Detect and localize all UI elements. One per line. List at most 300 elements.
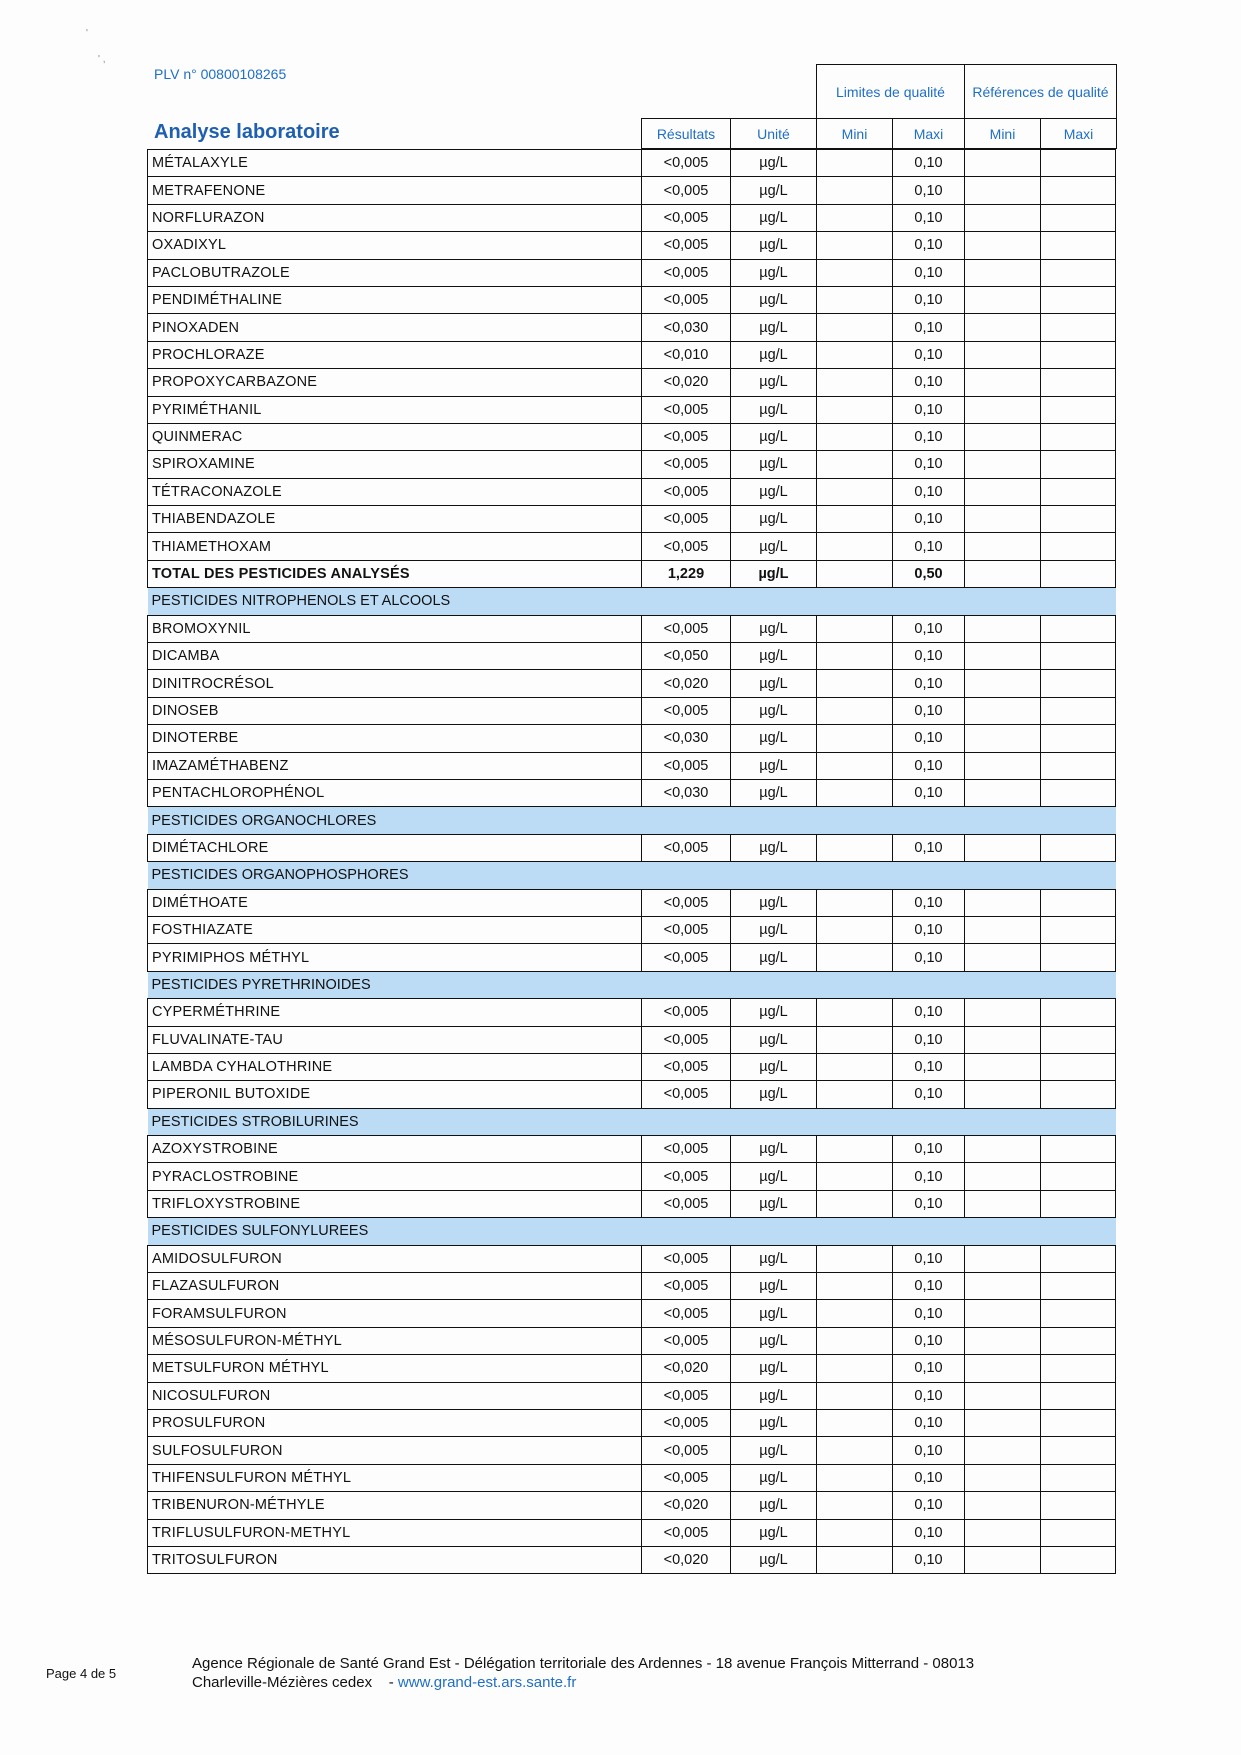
unit-value: µg/L	[731, 560, 817, 587]
limit-mini	[817, 478, 893, 505]
category-label: PESTICIDES NITROPHENOLS ET ALCOOLS	[148, 588, 1116, 615]
limit-maxi: 0,10	[893, 697, 965, 724]
table-row	[148, 369, 1116, 396]
result-value: <0,020	[642, 1546, 731, 1573]
result-value: <0,005	[642, 1464, 731, 1491]
result-value: <0,005	[642, 451, 731, 478]
reference-maxi	[1041, 752, 1116, 779]
reference-mini	[965, 560, 1041, 587]
limit-mini	[817, 1546, 893, 1573]
limit-maxi: 0,10	[893, 1382, 965, 1409]
reference-maxi	[1041, 259, 1116, 286]
limit-mini	[817, 1492, 893, 1519]
reference-mini	[965, 1163, 1041, 1190]
reference-maxi	[1041, 1519, 1116, 1546]
unit-value: µg/L	[731, 1300, 817, 1327]
reference-maxi	[1041, 478, 1116, 505]
parameter-name: QUINMERAC	[148, 423, 642, 450]
footer-line2	[192, 1673, 974, 1692]
reference-mini	[965, 697, 1041, 724]
table-row	[148, 1355, 1116, 1382]
reference-maxi	[1041, 204, 1116, 231]
limit-maxi: 0,10	[893, 1190, 965, 1217]
limit-maxi: 0,50	[893, 560, 965, 587]
limit-maxi: 0,10	[893, 1053, 965, 1080]
limit-mini	[817, 643, 893, 670]
footer-address	[192, 1654, 974, 1692]
table-row	[148, 506, 1116, 533]
unit-value: µg/L	[731, 369, 817, 396]
limit-maxi: 0,10	[893, 369, 965, 396]
limit-maxi: 0,10	[893, 1245, 965, 1272]
limit-mini	[817, 944, 893, 971]
reference-maxi	[1041, 1273, 1116, 1300]
parameter-name: FLAZASULFURON	[148, 1273, 642, 1300]
parameter-name: SULFOSULFURON	[148, 1437, 642, 1464]
table-row	[148, 889, 1116, 916]
unit-value: µg/L	[731, 1437, 817, 1464]
table-row	[148, 1437, 1116, 1464]
limit-maxi: 0,10	[893, 341, 965, 368]
result-value: <0,005	[642, 150, 731, 177]
reference-maxi	[1041, 314, 1116, 341]
limit-mini	[817, 177, 893, 204]
table-row	[148, 451, 1116, 478]
limit-maxi: 0,10	[893, 286, 965, 313]
result-value: <0,005	[642, 1163, 731, 1190]
parameter-name: DINITROCRÉSOL	[148, 670, 642, 697]
footer-city: Charleville-Mézières cedex -	[192, 1674, 398, 1691]
result-value: <0,005	[642, 286, 731, 313]
result-value: <0,005	[642, 1136, 731, 1163]
reference-maxi	[1041, 177, 1116, 204]
parameter-name: DINOSEB	[148, 697, 642, 724]
parameter-name: PENDIMÉTHALINE	[148, 286, 642, 313]
plv-number: PLV n° 00800108265	[154, 66, 287, 82]
table-row	[148, 834, 1116, 861]
parameter-name: DINOTERBE	[148, 725, 642, 752]
references-mini-header: Mini	[965, 119, 1041, 149]
unit-value: µg/L	[731, 451, 817, 478]
reference-maxi	[1041, 944, 1116, 971]
reference-maxi	[1041, 560, 1116, 587]
website-link[interactable]: www.grand-est.ars.sante.fr	[397, 1674, 577, 1691]
parameter-name: FOSTHIAZATE	[148, 916, 642, 943]
scan-mark: '	[86, 28, 88, 39]
table-row	[148, 944, 1116, 971]
limit-mini	[817, 1382, 893, 1409]
limit-maxi: 0,10	[893, 314, 965, 341]
limit-mini	[817, 1136, 893, 1163]
result-value: <0,005	[642, 1026, 731, 1053]
limit-maxi: 0,10	[893, 1409, 965, 1436]
limit-maxi: 0,10	[893, 834, 965, 861]
unit-value: µg/L	[731, 533, 817, 560]
limit-maxi: 0,10	[893, 643, 965, 670]
section-title: Analyse laboratoire	[154, 121, 340, 143]
result-value: <0,005	[642, 506, 731, 533]
result-value: 1,229	[642, 560, 731, 587]
limit-mini	[817, 1163, 893, 1190]
limit-maxi: 0,10	[893, 204, 965, 231]
limit-mini	[817, 1437, 893, 1464]
parameter-name: PACLOBUTRAZOLE	[148, 259, 642, 286]
reference-mini	[965, 1300, 1041, 1327]
limites-mini-header: Mini	[817, 119, 893, 149]
table-row	[148, 286, 1116, 313]
reference-maxi	[1041, 341, 1116, 368]
reference-maxi	[1041, 396, 1116, 423]
result-value: <0,030	[642, 725, 731, 752]
parameter-name: PYRIMÉTHANIL	[148, 396, 642, 423]
reference-mini	[965, 451, 1041, 478]
result-value: <0,005	[642, 232, 731, 259]
limit-maxi: 0,10	[893, 423, 965, 450]
reference-maxi	[1041, 506, 1116, 533]
reference-mini	[965, 1355, 1041, 1382]
reference-maxi	[1041, 1081, 1116, 1108]
limit-maxi: 0,10	[893, 533, 965, 560]
reference-maxi	[1041, 1053, 1116, 1080]
reference-maxi	[1041, 1163, 1116, 1190]
unit-value: µg/L	[731, 286, 817, 313]
table-row	[148, 259, 1116, 286]
unit-value: µg/L	[731, 150, 817, 177]
category-row	[148, 807, 1116, 834]
limit-mini	[817, 369, 893, 396]
result-value: <0,020	[642, 670, 731, 697]
unit-value: µg/L	[731, 1081, 817, 1108]
result-value: <0,005	[642, 423, 731, 450]
limit-maxi: 0,10	[893, 1355, 965, 1382]
unit-value: µg/L	[731, 1409, 817, 1436]
limit-mini	[817, 451, 893, 478]
table-row	[148, 232, 1116, 259]
parameter-name: PENTACHLOROPHÉNOL	[148, 779, 642, 806]
parameter-name: BROMOXYNIL	[148, 615, 642, 642]
result-value: <0,005	[642, 1382, 731, 1409]
limit-maxi: 0,10	[893, 889, 965, 916]
limit-maxi: 0,10	[893, 1327, 965, 1354]
limit-mini	[817, 396, 893, 423]
category-row	[148, 1218, 1116, 1245]
category-label: PESTICIDES STROBILURINES	[148, 1108, 1116, 1135]
parameter-name: AMIDOSULFURON	[148, 1245, 642, 1272]
reference-mini	[965, 506, 1041, 533]
reference-maxi	[1041, 725, 1116, 752]
result-value: <0,005	[642, 396, 731, 423]
table-row	[148, 1327, 1116, 1354]
limit-maxi: 0,10	[893, 916, 965, 943]
limit-maxi: 0,10	[893, 615, 965, 642]
result-value: <0,005	[642, 1327, 731, 1354]
limit-mini	[817, 1464, 893, 1491]
reference-maxi	[1041, 1355, 1116, 1382]
table-row	[148, 396, 1116, 423]
column-header	[641, 64, 1117, 149]
result-value: <0,005	[642, 478, 731, 505]
limit-maxi: 0,10	[893, 478, 965, 505]
parameter-name: THIAMETHOXAM	[148, 533, 642, 560]
reference-mini	[965, 314, 1041, 341]
reference-maxi	[1041, 670, 1116, 697]
result-value: <0,005	[642, 204, 731, 231]
result-value: <0,005	[642, 1437, 731, 1464]
limit-mini	[817, 533, 893, 560]
limit-mini	[817, 999, 893, 1026]
table-row	[148, 1300, 1116, 1327]
result-value: <0,005	[642, 944, 731, 971]
table-row	[148, 177, 1116, 204]
table-row	[148, 725, 1116, 752]
result-value: <0,005	[642, 1300, 731, 1327]
limit-maxi: 0,10	[893, 1273, 965, 1300]
reference-mini	[965, 423, 1041, 450]
limit-maxi: 0,10	[893, 725, 965, 752]
references-header: Références de qualité	[965, 65, 1117, 119]
limit-maxi: 0,10	[893, 150, 965, 177]
unit-value: µg/L	[731, 752, 817, 779]
unit-value: µg/L	[731, 1546, 817, 1573]
parameter-name: DIMÉTHOATE	[148, 889, 642, 916]
limit-mini	[817, 286, 893, 313]
limit-mini	[817, 725, 893, 752]
limites-header: Limites de qualité	[817, 65, 965, 119]
table-row	[148, 1409, 1116, 1436]
limit-mini	[817, 889, 893, 916]
category-row	[148, 588, 1116, 615]
reference-mini	[965, 396, 1041, 423]
table-row	[148, 1136, 1116, 1163]
reference-maxi	[1041, 889, 1116, 916]
limit-mini	[817, 232, 893, 259]
parameter-name: IMAZAMÉTHABENZ	[148, 752, 642, 779]
limit-maxi: 0,10	[893, 1300, 965, 1327]
limit-mini	[817, 697, 893, 724]
result-value: <0,005	[642, 615, 731, 642]
unit-value: µg/L	[731, 259, 817, 286]
result-value: <0,005	[642, 752, 731, 779]
unit-value: µg/L	[731, 1382, 817, 1409]
category-label: PESTICIDES ORGANOCHLORES	[148, 807, 1116, 834]
limit-maxi: 0,10	[893, 1492, 965, 1519]
parameter-name: AZOXYSTROBINE	[148, 1136, 642, 1163]
category-row	[148, 862, 1116, 889]
limit-mini	[817, 1190, 893, 1217]
parameter-name: OXADIXYL	[148, 232, 642, 259]
reference-mini	[965, 177, 1041, 204]
result-value: <0,030	[642, 779, 731, 806]
table-row	[148, 999, 1116, 1026]
unit-value: µg/L	[731, 615, 817, 642]
parameter-name: TRITOSULFURON	[148, 1546, 642, 1573]
unit-value: µg/L	[731, 177, 817, 204]
unit-value: µg/L	[731, 1163, 817, 1190]
unit-value: µg/L	[731, 314, 817, 341]
limit-mini	[817, 1300, 893, 1327]
parameter-name: TRIFLOXYSTROBINE	[148, 1190, 642, 1217]
reference-maxi	[1041, 697, 1116, 724]
unit-value: µg/L	[731, 204, 817, 231]
parameter-name: TOTAL DES PESTICIDES ANALYSÉS	[148, 560, 642, 587]
table-row	[148, 1190, 1116, 1217]
parameter-name: TRIBENURON-MÉTHYLE	[148, 1492, 642, 1519]
limit-maxi: 0,10	[893, 1464, 965, 1491]
limit-maxi: 0,10	[893, 1163, 965, 1190]
result-value: <0,005	[642, 697, 731, 724]
table-row	[148, 150, 1116, 177]
unit-value: µg/L	[731, 1026, 817, 1053]
limit-maxi: 0,10	[893, 1546, 965, 1573]
parameter-name: DICAMBA	[148, 643, 642, 670]
limit-mini	[817, 834, 893, 861]
result-value: <0,020	[642, 369, 731, 396]
result-value: <0,005	[642, 1273, 731, 1300]
limit-maxi: 0,10	[893, 752, 965, 779]
unit-value: µg/L	[731, 1190, 817, 1217]
result-value: <0,005	[642, 1190, 731, 1217]
parameter-name: TRIFLUSULFURON-METHYL	[148, 1519, 642, 1546]
category-row	[148, 1108, 1116, 1135]
parameter-name: NORFLURAZON	[148, 204, 642, 231]
limit-mini	[817, 341, 893, 368]
limit-maxi: 0,10	[893, 506, 965, 533]
unit-value: µg/L	[731, 889, 817, 916]
table-row	[148, 533, 1116, 560]
limit-mini	[817, 1355, 893, 1382]
parameter-name: PINOXADEN	[148, 314, 642, 341]
category-label: PESTICIDES PYRETHRINOIDES	[148, 971, 1116, 998]
reference-mini	[965, 1519, 1041, 1546]
limit-mini	[817, 916, 893, 943]
unit-value: µg/L	[731, 341, 817, 368]
results-table	[147, 149, 1116, 1574]
parameter-name: MÉSOSULFURON-MÉTHYL	[148, 1327, 642, 1354]
result-value: <0,050	[642, 643, 731, 670]
table-row	[148, 916, 1116, 943]
reference-maxi	[1041, 533, 1116, 560]
parameter-name: DIMÉTACHLORE	[148, 834, 642, 861]
result-value: <0,005	[642, 533, 731, 560]
limit-maxi: 0,10	[893, 779, 965, 806]
table-row	[148, 1382, 1116, 1409]
parameter-name: CYPERMÉTHRINE	[148, 999, 642, 1026]
limit-mini	[817, 779, 893, 806]
parameter-name: THIFENSULFURON MÉTHYL	[148, 1464, 642, 1491]
reference-mini	[965, 889, 1041, 916]
table-row	[148, 643, 1116, 670]
unit-value: µg/L	[731, 1245, 817, 1272]
table-row	[148, 204, 1116, 231]
table-row	[148, 697, 1116, 724]
reference-mini	[965, 725, 1041, 752]
limit-maxi: 0,10	[893, 232, 965, 259]
table-row	[148, 1026, 1116, 1053]
limit-mini	[817, 670, 893, 697]
reference-maxi	[1041, 1464, 1116, 1491]
reference-maxi	[1041, 451, 1116, 478]
limit-maxi: 0,10	[893, 1026, 965, 1053]
reference-maxi	[1041, 1492, 1116, 1519]
limit-mini	[817, 150, 893, 177]
unit-value: µg/L	[731, 232, 817, 259]
result-value: <0,005	[642, 259, 731, 286]
reference-maxi	[1041, 779, 1116, 806]
reference-mini	[965, 779, 1041, 806]
reference-maxi	[1041, 232, 1116, 259]
references-maxi-header: Maxi	[1041, 119, 1117, 149]
table-row	[148, 1053, 1116, 1080]
table-row	[148, 1464, 1116, 1491]
result-value: <0,005	[642, 1081, 731, 1108]
limit-maxi: 0,10	[893, 1519, 965, 1546]
limit-mini	[817, 314, 893, 341]
unit-value: µg/L	[731, 834, 817, 861]
parameter-name: PROPOXYCARBAZONE	[148, 369, 642, 396]
unite-header: Unité	[731, 119, 817, 149]
reference-mini	[965, 259, 1041, 286]
unit-value: µg/L	[731, 670, 817, 697]
category-label: PESTICIDES SULFONYLUREES	[148, 1218, 1116, 1245]
parameter-name: METRAFENONE	[148, 177, 642, 204]
reference-maxi	[1041, 999, 1116, 1026]
parameter-name: PROSULFURON	[148, 1409, 642, 1436]
reference-mini	[965, 944, 1041, 971]
reference-mini	[965, 232, 1041, 259]
parameter-name: MÉTALAXYLE	[148, 150, 642, 177]
table-row	[148, 779, 1116, 806]
limit-mini	[817, 1053, 893, 1080]
reference-mini	[965, 1327, 1041, 1354]
limit-maxi: 0,10	[893, 670, 965, 697]
limit-mini	[817, 1026, 893, 1053]
reference-maxi	[1041, 423, 1116, 450]
reference-mini	[965, 1437, 1041, 1464]
reference-mini	[965, 1053, 1041, 1080]
table-row	[148, 615, 1116, 642]
result-value: <0,030	[642, 314, 731, 341]
reference-mini	[965, 533, 1041, 560]
reference-mini	[965, 916, 1041, 943]
table-row	[148, 478, 1116, 505]
limit-mini	[817, 204, 893, 231]
limit-mini	[817, 1409, 893, 1436]
unit-value: µg/L	[731, 1355, 817, 1382]
parameter-name: SPIROXAMINE	[148, 451, 642, 478]
reference-mini	[965, 1026, 1041, 1053]
unit-value: µg/L	[731, 643, 817, 670]
limit-maxi: 0,10	[893, 451, 965, 478]
reference-mini	[965, 1136, 1041, 1163]
reference-mini	[965, 204, 1041, 231]
reference-mini	[965, 1190, 1041, 1217]
limit-maxi: 0,10	[893, 259, 965, 286]
reference-maxi	[1041, 1190, 1116, 1217]
footer-line1: Agence Régionale de Santé Grand Est - Délégation territoriale des Ardennes - 18 avenue François Mitterrand - 08013	[192, 1655, 975, 1672]
limit-maxi: 0,10	[893, 177, 965, 204]
reference-mini	[965, 999, 1041, 1026]
parameter-name: PROCHLORAZE	[148, 341, 642, 368]
reference-mini	[965, 478, 1041, 505]
unit-value: µg/L	[731, 1136, 817, 1163]
unit-value: µg/L	[731, 725, 817, 752]
parameter-name: PYRACLOSTROBINE	[148, 1163, 642, 1190]
unit-value: µg/L	[731, 999, 817, 1026]
parameter-name: TÉTRACONAZOLE	[148, 478, 642, 505]
scan-mark: ' ,	[98, 54, 106, 65]
result-value: <0,005	[642, 916, 731, 943]
table-row	[148, 1081, 1116, 1108]
